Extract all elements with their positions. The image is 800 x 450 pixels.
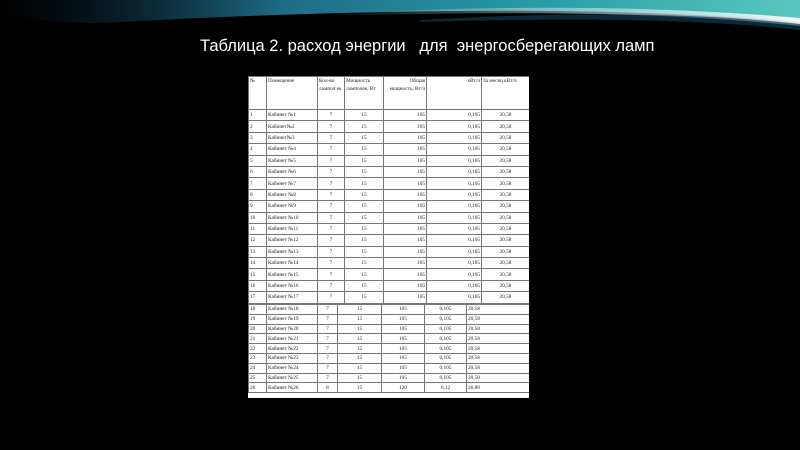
row-number-cell: 13 [249, 246, 267, 257]
row-number-cell: 12 [249, 235, 267, 246]
total-power-cell: 105 [384, 280, 427, 291]
energy-table-image [248, 76, 529, 398]
monthly-kwh-cell: 20,58 [467, 373, 530, 383]
bulb-power-cell: 15 [345, 189, 384, 200]
table-row [249, 258, 530, 269]
bulb-power-cell: 15 [338, 363, 382, 373]
col-header-total-power: Общая мощность, Вт/ч [384, 77, 427, 110]
kwh-cell: 0,105 [427, 292, 482, 303]
bulb-power-cell: 15 [338, 344, 382, 354]
table-row [249, 246, 530, 257]
table-row [249, 155, 530, 166]
bulb-count-cell: 7 [318, 373, 338, 383]
row-number-cell: 4 [249, 144, 267, 155]
room-name-cell: Кабинет №1 [267, 110, 318, 121]
row-number-cell: 3 [249, 132, 267, 143]
table-row [249, 305, 530, 315]
room-name-cell: Кабинет №20 [267, 324, 318, 334]
monthly-kwh-cell: 20,58 [467, 305, 530, 315]
table-row [249, 314, 530, 324]
table-row [249, 189, 530, 200]
kwh-cell: 0,105 [425, 314, 467, 324]
bulb-count-cell: 7 [318, 314, 338, 324]
bulb-count-cell: 7 [318, 258, 345, 269]
row-number-cell: 8 [249, 189, 267, 200]
table-row [249, 280, 530, 291]
total-power-cell: 105 [384, 258, 427, 269]
total-power-cell: 105 [382, 324, 425, 334]
row-number-cell: 2 [249, 121, 267, 132]
bulb-power-cell: 15 [345, 223, 384, 234]
room-name-cell: Кабинет №10 [267, 212, 318, 223]
row-number-cell: 17 [249, 292, 267, 303]
kwh-cell: 0,105 [425, 305, 467, 315]
bulb-count-cell: 7 [318, 110, 345, 121]
bulb-count-cell: 7 [318, 235, 345, 246]
bulb-count-cell: 7 [318, 280, 345, 291]
bulb-power-cell: 15 [345, 201, 384, 212]
monthly-kwh-cell: 20,58 [482, 132, 530, 143]
monthly-kwh-cell: 20,58 [482, 235, 530, 246]
kwh-cell: 0,105 [425, 344, 467, 354]
row-number-cell: 7 [249, 178, 267, 189]
room-name-cell: Кабинет№3 [267, 132, 318, 143]
room-name-cell: Кабинет №17 [267, 292, 318, 303]
bulb-count-cell: 7 [318, 223, 345, 234]
kwh-cell: 0,105 [425, 334, 467, 344]
total-power-cell: 105 [384, 144, 427, 155]
bulb-power-cell: 15 [345, 258, 384, 269]
room-name-cell: Кабинет №21 [267, 334, 318, 344]
col-header-bulb-count: Кол-во лампоч ек [318, 77, 345, 110]
bulb-power-cell: 15 [345, 121, 384, 132]
row-number-cell: 26 [249, 383, 267, 393]
table-row [249, 110, 530, 121]
room-name-cell: Кабинет №26 [267, 383, 318, 393]
bulb-power-cell: 15 [338, 383, 382, 393]
bulb-power-cell: 15 [345, 144, 384, 155]
total-power-cell: 105 [384, 246, 427, 257]
room-name-cell: Кабинет №11 [267, 223, 318, 234]
monthly-kwh-cell: 20,58 [482, 223, 530, 234]
bulb-count-cell: 7 [318, 189, 345, 200]
total-power-cell: 105 [384, 178, 427, 189]
row-number-cell: 10 [249, 212, 267, 223]
kwh-cell: 0,105 [425, 373, 467, 383]
bulb-count-cell: 8 [318, 383, 338, 393]
table-row [249, 292, 530, 303]
total-power-cell: 105 [384, 110, 427, 121]
room-name-cell: Кабинет №23 [267, 353, 318, 363]
kwh-cell: 0,12 [425, 383, 467, 393]
room-name-cell: Кабинет №14 [267, 258, 318, 269]
row-number-cell: 24 [249, 363, 267, 373]
row-number-cell: 9 [249, 201, 267, 212]
bulb-count-cell: 7 [318, 353, 338, 363]
row-number-cell: 14 [249, 258, 267, 269]
bulb-count-cell: 7 [318, 363, 338, 373]
row-number-cell: 18 [249, 305, 267, 315]
room-name-cell: Кабинет №22 [267, 344, 318, 354]
total-power-cell: 105 [384, 269, 427, 280]
bulb-count-cell: 7 [318, 155, 345, 166]
bulb-power-cell: 15 [345, 212, 384, 223]
bulb-power-cell: 15 [338, 334, 382, 344]
table-row [249, 166, 530, 177]
col-header-monthly-kwh: За месяц кВт/ч [482, 77, 530, 110]
table-row [249, 121, 530, 132]
total-power-cell: 105 [382, 334, 425, 344]
kwh-cell: 0,105 [427, 212, 482, 223]
bulb-power-cell: 15 [338, 324, 382, 334]
bulb-count-cell: 7 [318, 201, 345, 212]
room-name-cell: Кабинет №19 [267, 314, 318, 324]
monthly-kwh-cell: 20,58 [482, 166, 530, 177]
slide-title: Таблица 2. расход энергии для энергосберегающих ламп [200, 37, 655, 55]
total-power-cell: 105 [382, 305, 425, 315]
bulb-power-cell: 15 [345, 155, 384, 166]
bulb-count-cell: 7 [318, 144, 345, 155]
kwh-cell: 0,105 [427, 155, 482, 166]
monthly-kwh-cell: 20,58 [482, 201, 530, 212]
kwh-cell: 0,105 [427, 178, 482, 189]
col-header-bulb-power: Мощность лампочек, Вт [345, 77, 384, 110]
bulb-count-cell: 7 [318, 178, 345, 189]
table-row [249, 178, 530, 189]
kwh-cell: 0,105 [427, 223, 482, 234]
monthly-kwh-cell: 20,58 [482, 121, 530, 132]
energy-table-continued [248, 304, 529, 393]
monthly-kwh-cell: 20,58 [467, 344, 530, 354]
room-name-cell: Кабинет №4 [267, 144, 318, 155]
bulb-power-cell: 15 [345, 269, 384, 280]
row-number-cell: 21 [249, 334, 267, 344]
total-power-cell: 105 [384, 201, 427, 212]
total-power-cell: 105 [384, 235, 427, 246]
room-name-cell: Кабинет№2 [267, 121, 318, 132]
total-power-cell: 105 [384, 132, 427, 143]
table-row [249, 383, 530, 393]
bulb-count-cell: 7 [318, 246, 345, 257]
kwh-cell: 0,105 [427, 144, 482, 155]
table-header-row [249, 77, 530, 110]
table-row [249, 334, 530, 344]
monthly-kwh-cell: 20,58 [482, 292, 530, 303]
monthly-kwh-cell: 20,58 [467, 363, 530, 373]
kwh-cell: 0,105 [427, 121, 482, 132]
bulb-power-cell: 15 [338, 353, 382, 363]
total-power-cell: 105 [382, 353, 425, 363]
bulb-power-cell: 15 [345, 235, 384, 246]
total-power-cell: 105 [382, 373, 425, 383]
bulb-power-cell: 15 [338, 305, 382, 315]
bulb-count-cell: 7 [318, 324, 338, 334]
kwh-cell: 0,105 [427, 258, 482, 269]
bulb-power-cell: 15 [345, 178, 384, 189]
decorative-top-swoosh [0, 0, 800, 40]
kwh-cell: 0,105 [425, 353, 467, 363]
room-name-cell: Кабинет №9 [267, 201, 318, 212]
kwh-cell: 0,105 [427, 269, 482, 280]
total-power-cell: 105 [384, 223, 427, 234]
kwh-cell: 0,105 [427, 235, 482, 246]
monthly-kwh-cell: 20,58 [467, 314, 530, 324]
row-number-cell: 19 [249, 314, 267, 324]
table-row [249, 223, 530, 234]
monthly-kwh-cell: 20,58 [482, 110, 530, 121]
kwh-cell: 0,105 [427, 166, 482, 177]
monthly-kwh-cell: 20,58 [482, 280, 530, 291]
row-number-cell: 22 [249, 344, 267, 354]
monthly-kwh-cell: 20,58 [482, 144, 530, 155]
table-row [249, 373, 530, 383]
bulb-count-cell: 7 [318, 292, 345, 303]
monthly-kwh-cell: 20,58 [482, 258, 530, 269]
col-header-kwh: кВт/ч [427, 77, 482, 110]
room-name-cell: Кабинет №12 [267, 235, 318, 246]
row-number-cell: 5 [249, 155, 267, 166]
bulb-count-cell: 7 [318, 334, 338, 344]
row-number-cell: 25 [249, 373, 267, 383]
total-power-cell: 105 [384, 212, 427, 223]
room-name-cell: Кабинет №15 [267, 269, 318, 280]
bulb-power-cell: 15 [338, 314, 382, 324]
bulb-count-cell: 7 [318, 121, 345, 132]
row-number-cell: 1 [249, 110, 267, 121]
total-power-cell: 120 [382, 383, 425, 393]
col-header-number: № [249, 77, 267, 110]
total-power-cell: 105 [382, 363, 425, 373]
table-row [249, 353, 530, 363]
kwh-cell: 0,105 [425, 363, 467, 373]
bulb-power-cell: 15 [345, 292, 384, 303]
total-power-cell: 105 [384, 155, 427, 166]
room-name-cell: Кабинет №18 [267, 305, 318, 315]
room-name-cell: Кабинет №16 [267, 280, 318, 291]
total-power-cell: 105 [384, 121, 427, 132]
room-name-cell: Кабинет №6 [267, 166, 318, 177]
kwh-cell: 0,105 [427, 189, 482, 200]
bulb-power-cell: 15 [338, 373, 382, 383]
bulb-count-cell: 7 [318, 132, 345, 143]
energy-table [248, 76, 529, 304]
room-name-cell: Кабинет №24 [267, 363, 318, 373]
monthly-kwh-cell: 20,58 [482, 178, 530, 189]
bulb-power-cell: 15 [345, 132, 384, 143]
total-power-cell: 105 [384, 166, 427, 177]
table-row [249, 269, 530, 280]
row-number-cell: 16 [249, 280, 267, 291]
room-name-cell: Кабинет №13 [267, 246, 318, 257]
bulb-count-cell: 7 [318, 269, 345, 280]
bulb-power-cell: 15 [345, 166, 384, 177]
bulb-power-cell: 15 [345, 280, 384, 291]
bulb-count-cell: 7 [318, 166, 345, 177]
total-power-cell: 105 [382, 314, 425, 324]
monthly-kwh-cell: 20,58 [482, 246, 530, 257]
row-number-cell: 11 [249, 223, 267, 234]
table-row [249, 324, 530, 334]
bulb-power-cell: 15 [345, 246, 384, 257]
room-name-cell: Кабинет №25 [267, 373, 318, 383]
kwh-cell: 0,105 [427, 280, 482, 291]
table-row [249, 144, 530, 155]
bulb-count-cell: 7 [318, 344, 338, 354]
kwh-cell: 0,105 [427, 110, 482, 121]
monthly-kwh-cell: 20,58 [467, 353, 530, 363]
kwh-cell: 0,105 [427, 132, 482, 143]
bulb-count-cell: 7 [318, 212, 345, 223]
table-row [249, 212, 530, 223]
monthly-kwh-cell: 20,58 [482, 189, 530, 200]
room-name-cell: Кабинет №7 [267, 178, 318, 189]
row-number-cell: 20 [249, 324, 267, 334]
table-row [249, 132, 530, 143]
monthly-kwh-cell: 26,88 [467, 383, 530, 393]
row-number-cell: 23 [249, 353, 267, 363]
monthly-kwh-cell: 20,58 [482, 269, 530, 280]
table-row [249, 363, 530, 373]
col-header-room: Помещение [267, 77, 318, 110]
kwh-cell: 0,105 [427, 201, 482, 212]
table-row [249, 344, 530, 354]
kwh-cell: 0,105 [427, 246, 482, 257]
row-number-cell: 6 [249, 166, 267, 177]
table-row [249, 201, 530, 212]
total-power-cell: 105 [382, 344, 425, 354]
monthly-kwh-cell: 20,58 [482, 212, 530, 223]
total-power-cell: 105 [384, 292, 427, 303]
monthly-kwh-cell: 20,58 [467, 324, 530, 334]
total-power-cell: 105 [384, 189, 427, 200]
bulb-count-cell: 7 [318, 305, 338, 315]
table-row [249, 235, 530, 246]
bulb-power-cell: 15 [345, 110, 384, 121]
monthly-kwh-cell: 20,58 [467, 334, 530, 344]
room-name-cell: Кабинет №8 [267, 189, 318, 200]
row-number-cell: 15 [249, 269, 267, 280]
room-name-cell: Кабинет №5 [267, 155, 318, 166]
monthly-kwh-cell: 20,58 [482, 155, 530, 166]
kwh-cell: 0,105 [425, 324, 467, 334]
